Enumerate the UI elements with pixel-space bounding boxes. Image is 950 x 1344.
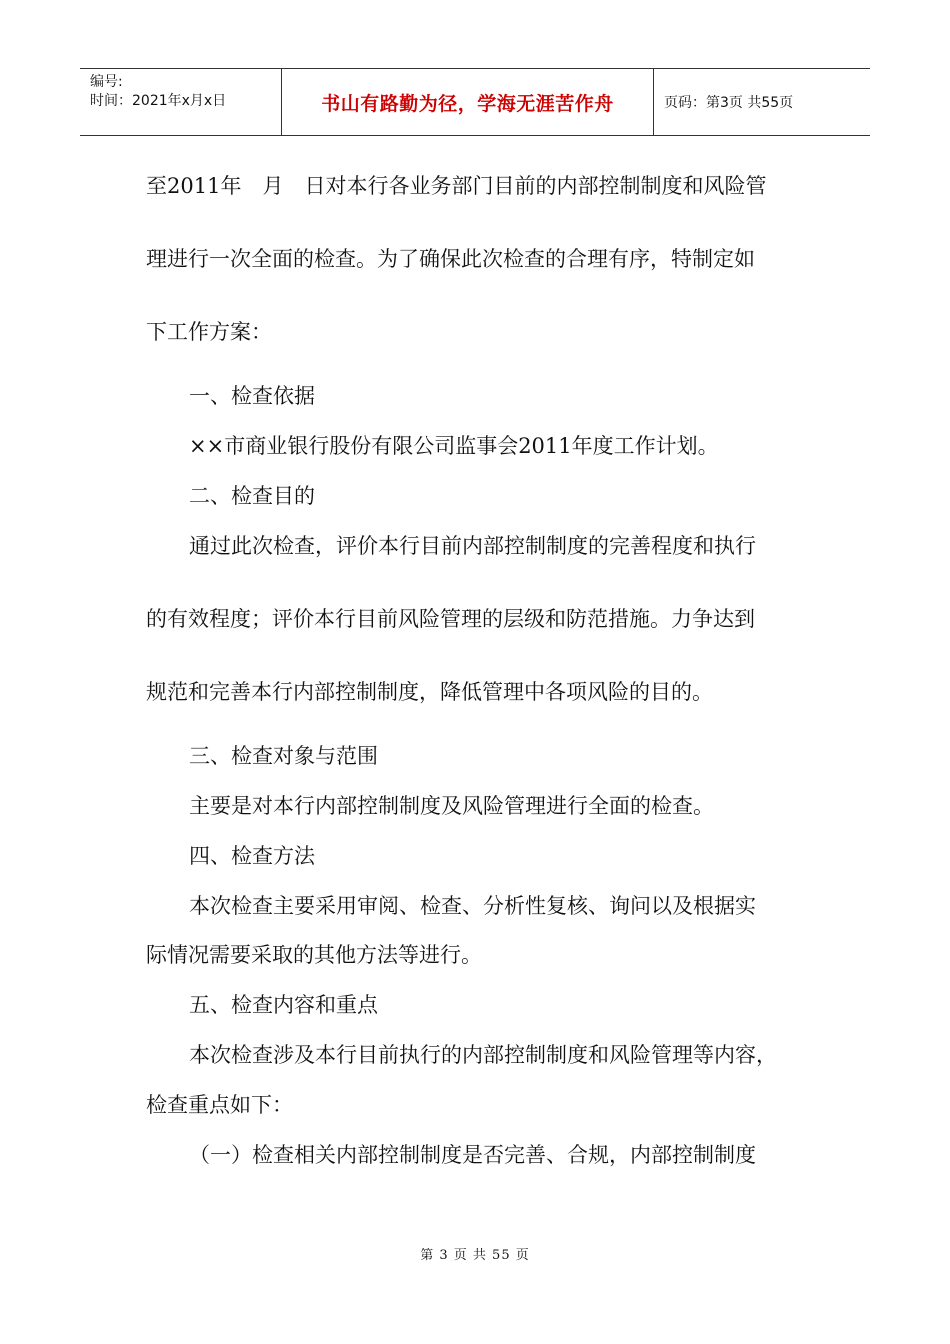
body-line: 至2011年 月 日对本行各业务部门目前的内部控制制度和风险管 <box>146 174 767 198</box>
body-line: 检查重点如下： <box>146 1093 293 1117</box>
body-line: 的有效程度；评价本行目前风险管理的层级和防范措施。力争达到 <box>146 607 755 631</box>
section-heading: 四、检查方法 <box>189 844 315 868</box>
page-header <box>80 68 870 136</box>
section-heading: 二、检查目的 <box>189 484 315 508</box>
body-line: 本次检查涉及本行目前执行的内部控制制度和风险管理等内容， <box>189 1043 777 1067</box>
section-heading: 五、检查内容和重点 <box>189 993 378 1017</box>
body-line: 规范和完善本行内部控制制度，降低管理中各项风险的目的。 <box>146 680 713 704</box>
body-line: 理进行一次全面的检查。为了确保此次检查的合理有序，特制定如 <box>146 247 755 271</box>
header-slogan-cell <box>282 69 654 135</box>
header-number-label: 编号: <box>90 74 123 90</box>
body-line: （一）检查相关内部控制制度是否完善、合规，内部控制制度 <box>189 1143 756 1167</box>
header-page-info: 页码：第3页 共55页 <box>664 95 794 111</box>
header-meta <box>80 69 282 135</box>
body-line: ××市商业银行股份有限公司监事会2011年度工作计划。 <box>189 434 719 458</box>
body-line: 本次检查主要采用审阅、检查、分析性复核、询问以及根据实 <box>189 894 756 918</box>
header-time-label: 时间：2021年x月x日 <box>90 93 227 109</box>
section-heading: 一、检查依据 <box>189 384 315 408</box>
section-heading: 三、检查对象与范围 <box>189 744 378 768</box>
header-slogan: 书山有路勤为径，学海无涯苦作舟 <box>321 92 614 115</box>
body-line: 际情况需要采取的其他方法等进行。 <box>146 943 482 967</box>
body-line: 通过此次检查，评价本行目前内部控制制度的完善程度和执行 <box>189 534 756 558</box>
body-line: 下工作方案： <box>146 320 272 344</box>
page-footer: 第 3 页 共 55 页 <box>420 1248 530 1263</box>
header-page-cell <box>654 69 870 135</box>
body-line: 主要是对本行内部控制制度及风险管理进行全面的检查。 <box>189 794 714 818</box>
